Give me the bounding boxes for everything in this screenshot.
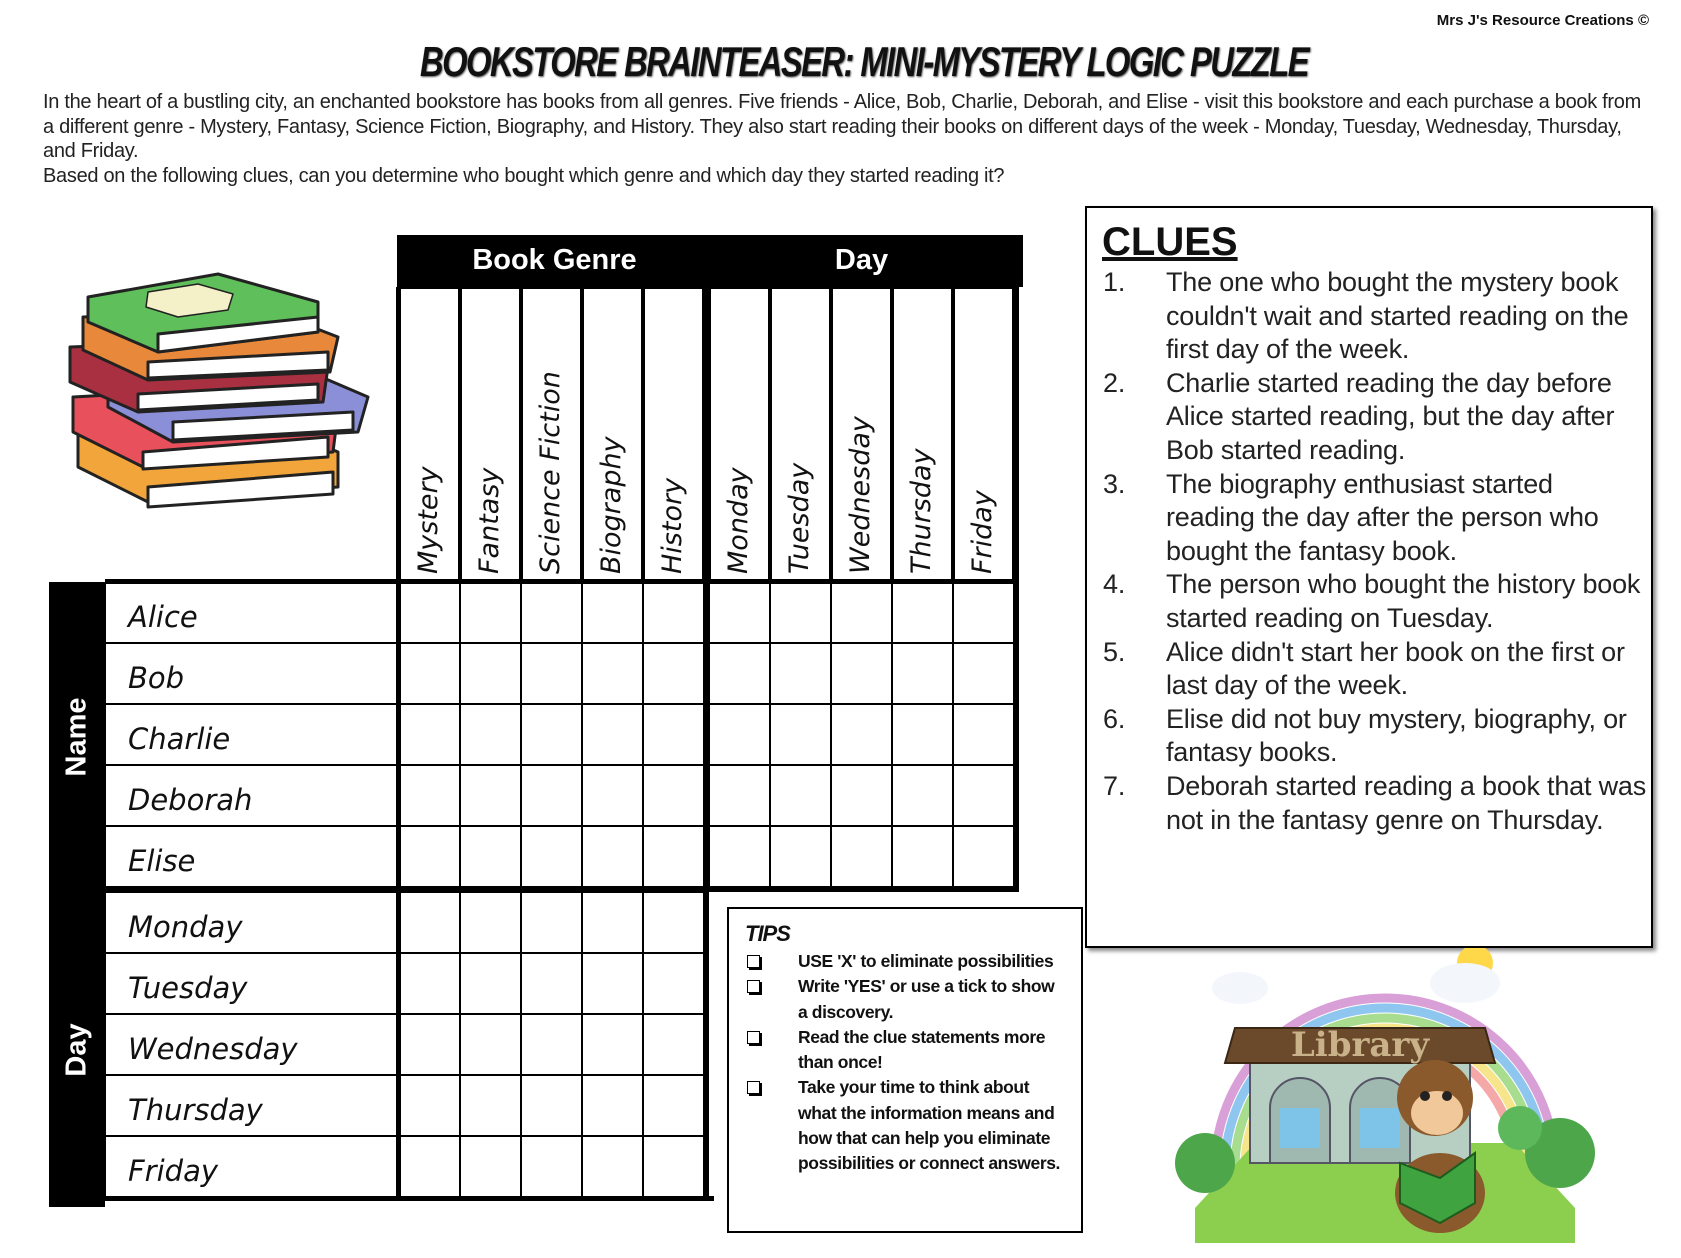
row-label-day: Thursday bbox=[105, 1075, 399, 1136]
grid-cell[interactable] bbox=[953, 765, 1014, 826]
credit: Mrs J's Resource Creations © bbox=[1436, 12, 1649, 29]
row-label-name: Alice bbox=[105, 582, 399, 643]
clue-item bbox=[1103, 468, 1648, 569]
row-label-name: Deborah bbox=[105, 765, 399, 826]
grid-cell[interactable] bbox=[399, 1075, 460, 1136]
grid-cell[interactable] bbox=[582, 892, 643, 953]
clue-text: The person who bought the history book started reading on Tuesday. bbox=[1166, 569, 1641, 633]
clue-text: Deborah started reading a book that was not in the fantasy genre on Thursday. bbox=[1166, 770, 1647, 835]
grid-cell[interactable] bbox=[831, 765, 892, 826]
tips-title: TIPS bbox=[745, 921, 790, 946]
tip-item bbox=[745, 1075, 1065, 1176]
clue-item bbox=[1103, 703, 1648, 770]
row-label-day: Friday bbox=[105, 1136, 399, 1197]
grid-cell[interactable] bbox=[582, 704, 643, 765]
intro-paragraph: In the heart of a bustling city, an enchanted bookstore has books from all genres. Five friends - Alice, Bob, Charlie, Deborah, and Elise - visit this bookstore and each purchase a book from a different genre - Mystery, Fantasy, Science Fiction, Biography, and History. They also start reading their books on different days of the week - Monday, Tuesday, Wednesday, Thursday, and Friday. bbox=[43, 91, 1641, 162]
grid-cell[interactable] bbox=[770, 704, 831, 765]
grid-cell[interactable] bbox=[460, 1136, 521, 1197]
grid-divider bbox=[105, 887, 1019, 892]
intro-question: Based on the following clues, can you determine who bought which genre and which day they started reading it? bbox=[43, 164, 1005, 187]
grid-cell[interactable] bbox=[643, 643, 704, 704]
clue-text: The biography enthusiast started reading the day after the person who bought the fantasy book. bbox=[1166, 468, 1599, 566]
clue-number: 2. bbox=[1103, 367, 1126, 398]
grid-cell[interactable] bbox=[399, 765, 460, 826]
grid-cell[interactable] bbox=[643, 704, 704, 765]
grid-cell[interactable] bbox=[521, 1075, 582, 1136]
clue-item bbox=[1103, 266, 1648, 367]
grid-divider bbox=[1013, 287, 1019, 892]
grid-cell[interactable] bbox=[399, 953, 460, 1014]
grid-cell[interactable] bbox=[643, 892, 704, 953]
tip-text: Read the clue statements more than once! bbox=[798, 1026, 1046, 1073]
column-header-label: Fantasy bbox=[473, 467, 505, 574]
column-header-label: Friday bbox=[966, 490, 998, 574]
grid-cell[interactable] bbox=[709, 643, 770, 704]
column-header-day bbox=[709, 287, 770, 582]
header-book-genre: Book Genre bbox=[472, 244, 637, 276]
grid-cell[interactable] bbox=[460, 582, 521, 643]
column-header-day bbox=[892, 287, 953, 582]
grid-cell[interactable] bbox=[582, 582, 643, 643]
grid-cell[interactable] bbox=[460, 826, 521, 887]
tip-item bbox=[745, 1025, 1065, 1076]
checkbox-icon bbox=[747, 955, 760, 968]
row-label-day: Monday bbox=[105, 892, 399, 953]
grid-cell[interactable] bbox=[892, 826, 953, 887]
grid-cell[interactable] bbox=[521, 1136, 582, 1197]
grid-cell[interactable] bbox=[892, 643, 953, 704]
row-label-day: Tuesday bbox=[105, 953, 399, 1014]
column-header-genre bbox=[643, 287, 704, 582]
grid-cell[interactable] bbox=[399, 643, 460, 704]
intro-text bbox=[43, 90, 1643, 188]
grid-cell[interactable] bbox=[643, 1136, 704, 1197]
tip-text: Write 'YES' or use a tick to show a discovery. bbox=[798, 976, 1055, 1022]
grid-cell[interactable] bbox=[399, 704, 460, 765]
grid-cell[interactable] bbox=[582, 826, 643, 887]
grid-cell[interactable] bbox=[582, 1136, 643, 1197]
column-header-label: History bbox=[656, 477, 688, 574]
grid-divider bbox=[704, 287, 709, 890]
column-header-label: Biography bbox=[595, 436, 627, 574]
column-header-genre bbox=[460, 287, 521, 582]
column-header-label: Wednesday bbox=[844, 416, 876, 574]
grid-cell[interactable] bbox=[643, 826, 704, 887]
clue-number: 6. bbox=[1103, 703, 1126, 734]
books-stack-icon bbox=[68, 272, 373, 537]
grid-cell[interactable] bbox=[831, 704, 892, 765]
grid-cell[interactable] bbox=[460, 953, 521, 1014]
clue-text: Charlie started reading the day before Alice started reading, but the day after Bob started reading. bbox=[1166, 367, 1615, 465]
tip-text: USE 'X' to eliminate possibilities bbox=[798, 951, 1054, 971]
tips-panel bbox=[727, 907, 1083, 1233]
grid-cell[interactable] bbox=[399, 826, 460, 887]
clue-item bbox=[1103, 367, 1648, 468]
clue-number: 7. bbox=[1103, 770, 1126, 801]
grid-cell[interactable] bbox=[953, 826, 1014, 887]
column-header-genre bbox=[582, 287, 643, 582]
grid-cell[interactable] bbox=[643, 582, 704, 643]
row-label-name: Elise bbox=[105, 826, 399, 887]
grid-cell[interactable] bbox=[399, 1014, 460, 1075]
grid-cell[interactable] bbox=[521, 765, 582, 826]
library-monkey-illustration bbox=[1175, 948, 1595, 1248]
row-label-day: Wednesday bbox=[105, 1014, 399, 1075]
grid-cell[interactable] bbox=[460, 765, 521, 826]
row-label-name: Charlie bbox=[105, 704, 399, 765]
clue-number: 5. bbox=[1103, 636, 1126, 667]
checkbox-icon bbox=[747, 1031, 760, 1044]
page-title: BOOKSTORE BRAINTEASER: MINI-MYSTERY LOGIC PUZZLE bbox=[420, 38, 1308, 85]
grid-cell[interactable] bbox=[521, 643, 582, 704]
grid-cell[interactable] bbox=[643, 765, 704, 826]
column-header-genre bbox=[399, 287, 460, 582]
clues-panel bbox=[1085, 206, 1653, 948]
column-header-day bbox=[770, 287, 831, 582]
grid-cell[interactable] bbox=[460, 704, 521, 765]
grid-divider bbox=[396, 287, 401, 1200]
grid-cell[interactable] bbox=[521, 826, 582, 887]
grid-cell[interactable] bbox=[460, 1075, 521, 1136]
side-label-name bbox=[49, 582, 105, 892]
column-header-day bbox=[831, 287, 892, 582]
column-header-label: Science Fiction bbox=[534, 371, 566, 574]
grid-cell[interactable] bbox=[643, 1075, 704, 1136]
clue-item bbox=[1103, 568, 1648, 635]
grid-cell[interactable] bbox=[831, 643, 892, 704]
clue-text: Elise did not buy mystery, biography, or fantasy books. bbox=[1166, 703, 1627, 768]
grid-cell[interactable] bbox=[709, 826, 770, 887]
grid-cell[interactable] bbox=[709, 704, 770, 765]
tip-text: Take your time to think about what the information means and how that can help you eliminate possibilities or connect answers. bbox=[798, 1077, 1061, 1174]
grid-cell[interactable] bbox=[953, 582, 1014, 643]
library-sign: Library bbox=[1290, 1025, 1430, 1065]
grid-divider bbox=[704, 887, 709, 1200]
grid-cell[interactable] bbox=[831, 826, 892, 887]
grid-cell[interactable] bbox=[770, 826, 831, 887]
grid-divider bbox=[105, 579, 1019, 584]
grid-cell[interactable] bbox=[460, 643, 521, 704]
side-label-text: Day bbox=[60, 1022, 93, 1077]
clue-text: Alice didn't start her book on the first or last day of the week. bbox=[1166, 636, 1625, 701]
side-label-text: Name bbox=[60, 697, 93, 777]
grid-cell[interactable] bbox=[521, 892, 582, 953]
grid-cell[interactable] bbox=[892, 582, 953, 643]
side-label-day bbox=[49, 892, 105, 1207]
clues-list bbox=[1103, 266, 1648, 837]
clue-number: 3. bbox=[1103, 468, 1126, 499]
tips-list bbox=[745, 949, 1065, 1177]
grid-cell[interactable] bbox=[643, 1014, 704, 1075]
clue-number: 4. bbox=[1103, 569, 1126, 600]
grid-cell[interactable] bbox=[399, 1136, 460, 1197]
grid-divider bbox=[105, 1196, 714, 1201]
grid-cell[interactable] bbox=[582, 1014, 643, 1075]
grid-cell[interactable] bbox=[709, 582, 770, 643]
grid-cell[interactable] bbox=[831, 582, 892, 643]
grid-cell[interactable] bbox=[709, 765, 770, 826]
grid-cell[interactable] bbox=[582, 643, 643, 704]
grid-cell[interactable] bbox=[582, 953, 643, 1014]
grid-cell[interactable] bbox=[460, 892, 521, 953]
grid-cell[interactable] bbox=[892, 765, 953, 826]
grid-cell[interactable] bbox=[770, 582, 831, 643]
column-header-label: Mystery bbox=[412, 466, 444, 574]
grid-cell[interactable] bbox=[770, 643, 831, 704]
column-header-day bbox=[953, 287, 1014, 582]
grid-cell[interactable] bbox=[953, 643, 1014, 704]
grid-cell[interactable] bbox=[521, 1014, 582, 1075]
tip-item bbox=[745, 949, 1065, 974]
checkbox-icon bbox=[747, 980, 760, 993]
grid-cell[interactable] bbox=[892, 704, 953, 765]
row-label-name: Bob bbox=[105, 643, 399, 704]
grid-cell[interactable] bbox=[521, 704, 582, 765]
column-header-label: Thursday bbox=[905, 448, 937, 574]
header-day: Day bbox=[834, 244, 889, 276]
grid-cell[interactable] bbox=[582, 1075, 643, 1136]
column-header-genre bbox=[521, 287, 582, 582]
tip-item bbox=[745, 974, 1065, 1025]
clue-number: 1. bbox=[1103, 267, 1126, 297]
clue-item bbox=[1103, 770, 1648, 837]
checkbox-icon bbox=[747, 1081, 760, 1094]
clue-item bbox=[1103, 636, 1648, 703]
grid-cell[interactable] bbox=[399, 582, 460, 643]
clue-text: The one who bought the mystery book couldn't wait and started reading on the first day of the week. bbox=[1166, 267, 1629, 365]
column-header-label: Monday bbox=[722, 467, 754, 574]
grid-header-bar bbox=[397, 235, 1023, 287]
column-header-label: Tuesday bbox=[783, 462, 815, 574]
grid-cell[interactable] bbox=[582, 765, 643, 826]
clues-title: CLUES bbox=[1102, 220, 1238, 264]
grid-cell[interactable] bbox=[643, 953, 704, 1014]
grid-cell[interactable] bbox=[953, 704, 1014, 765]
grid-cell[interactable] bbox=[521, 953, 582, 1014]
grid-cell[interactable] bbox=[521, 582, 582, 643]
grid-cell[interactable] bbox=[399, 892, 460, 953]
grid-cell[interactable] bbox=[460, 1014, 521, 1075]
grid-cell[interactable] bbox=[770, 765, 831, 826]
